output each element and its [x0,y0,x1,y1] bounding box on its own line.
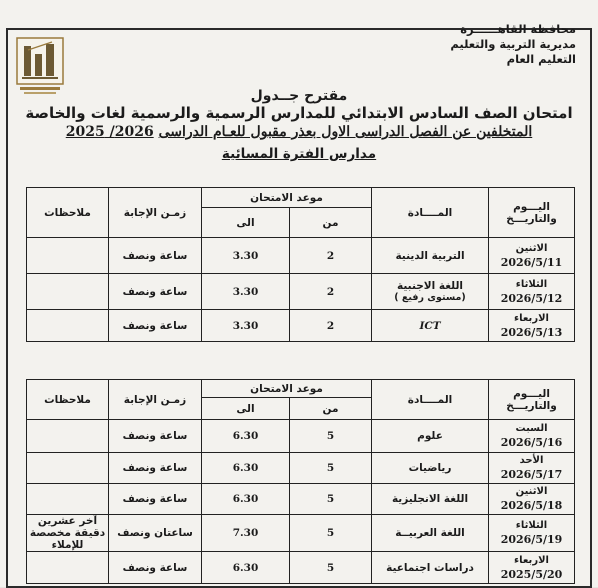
day-date-cell: الاثنين 2026/5/11 [489,238,575,274]
subject-cell: اللغة العربيــة [372,515,489,552]
from-cell: 5 [290,552,372,584]
day-date-cell: الاربعاء 2026/5/13 [489,310,575,342]
header-from: من [290,398,372,420]
table-row [27,420,575,453]
subject-cell: اللغة الانجليزية [372,484,489,515]
table-row [27,274,575,310]
notes-cell [27,453,109,484]
table-row [27,453,575,484]
day-date-cell: الاثنين 2026/5/18 [489,484,575,515]
notes-cell [27,310,109,342]
header-notes: ملاحظات [27,188,109,238]
header-day-date: اليـــوم والتاريـــخ [489,380,575,420]
duration-cell: ساعة ونصف [109,552,202,584]
to-cell: 3.30 [202,310,290,342]
duration-cell: ساعة ونصف [109,453,202,484]
day-date-cell: الثلاثاء 2026/5/19 [489,515,575,552]
proposal-title: مقترح جــدول [250,88,348,104]
to-cell: 7.30 [202,515,290,552]
table-row [27,552,575,584]
day-date-cell: الثلاثاء 2026/5/12 [489,274,575,310]
subject-cell: ICT [372,310,489,342]
to-cell: 6.30 [202,420,290,453]
header-subject: المــــادة [372,380,489,420]
exam-subtitle-text: المتخلفين عن الفصل الدراسى الاول بعذر مقبول للعـام الدراسى [158,124,533,140]
directorate-line: مديرية التربية والتعليم [450,37,576,51]
notes-cell [27,484,109,515]
duration-cell: ساعة ونصف [109,420,202,453]
table-row [27,310,575,342]
to-cell: 3.30 [202,274,290,310]
header-notes: ملاحظات [27,380,109,420]
duration-cell: ساعة ونصف [109,238,202,274]
notes-cell: آخر عشرين دقيقة مخصصة للإملاء [27,515,109,552]
exam-subtitle [10,124,588,140]
header-subject: المــــادة [372,188,489,238]
to-cell: 6.30 [202,552,290,584]
subject-cell: رياضيات [372,453,489,484]
header-duration: زمـن الإجابة [109,188,202,238]
table-row [27,484,575,515]
header-to: الى [202,208,290,238]
to-cell: 6.30 [202,484,290,515]
subject-cell: علوم [372,420,489,453]
notes-cell [27,238,109,274]
academic-year: 2026/ 2025 [65,124,154,140]
table-row [27,515,575,552]
from-cell: 2 [290,310,372,342]
notes-cell [27,274,109,310]
schedule-table-2 [26,379,575,584]
from-cell: 5 [290,484,372,515]
to-cell: 6.30 [202,453,290,484]
from-cell: 2 [290,274,372,310]
table-row [27,238,575,274]
header-exam-time: موعد الامتحان [202,188,372,208]
from-cell: 2 [290,238,372,274]
subject-cell: دراسات اجتماعية [372,552,489,584]
subject-cell: اللغة الاجنبية (مستوى رفيع ) [372,274,489,310]
notes-cell [27,552,109,584]
department-line: التعليم العام [506,52,576,66]
schedule-table-1 [26,187,575,342]
shift-title-text: مدارس الفترة المسائية [221,146,377,162]
governorate-line: محافظة القاهــــــرة [460,22,576,36]
header-exam-time: موعد الامتحان [202,380,372,398]
header-duration: زمـن الإجابة [109,380,202,420]
from-cell: 5 [290,420,372,453]
day-date-cell: الأحد 2026/5/17 [489,453,575,484]
to-cell: 3.30 [202,238,290,274]
issuing-authority [450,22,576,67]
from-cell: 5 [290,515,372,552]
header-to: الى [202,398,290,420]
duration-cell: ساعة ونصف [109,310,202,342]
subject-cell: التربية الدينية [372,238,489,274]
notes-cell [27,420,109,453]
duration-cell: ساعة ونصف [109,274,202,310]
header-day-date: اليـــوم والتاريـــخ [489,188,575,238]
day-date-cell: الاربعاء 2025/5/20 [489,552,575,584]
duration-cell: ساعة ونصف [109,484,202,515]
duration-cell: ساعتان ونصف [109,515,202,552]
exam-title: امتحان الصف السادس الابتدائي للمدارس الرسمية والرسمية لغات والخاصة [25,104,573,122]
from-cell: 5 [290,453,372,484]
header-from: من [290,208,372,238]
day-date-cell: السبت 2026/5/16 [489,420,575,453]
shift-title [10,146,588,162]
